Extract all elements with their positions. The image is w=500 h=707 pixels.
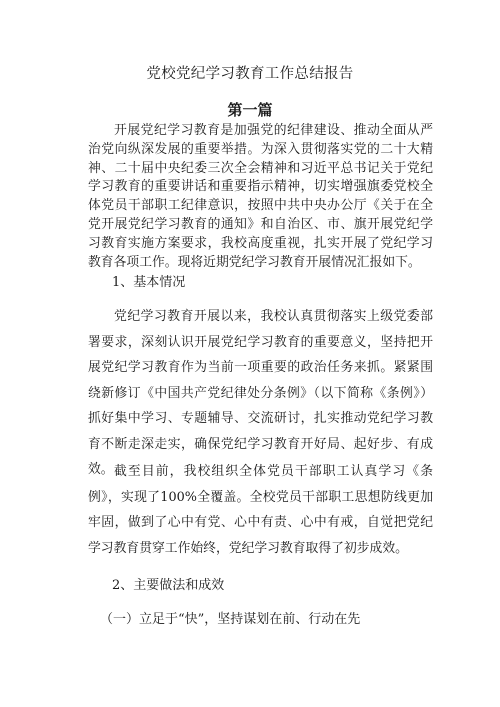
sub-heading: （一）立足于“快”，坚持谋划在前、行动在先 xyxy=(100,612,361,627)
document-subtitle: 第一篇 xyxy=(227,101,273,119)
body-paragraph: 截至目前，我校组织全体党员干部职工认真学习《条例》，实现了100%全覆盖。全校党员干部职工思想防线更加牢固，做到了心中有党、心中有责、心中有戒，自觉把党纪学习教育贯穿工作始终，党纪学习教育取得了初步成效。 xyxy=(88,464,433,556)
section-heading-main-practices: 2、主要做法和成效 xyxy=(112,578,225,593)
intro-paragraph: 开展党纪学习教育是加强党的纪律建设、推动全面从严治党向纵深发展的重要举措。为深入贯彻落实党的二十大精神、二十届中央纪委三次全会精神和习近平总书记关于党纪学习教育的重要讲话和重要指示精神，切实增强旗委党校全体党员干部职工纪律意识，按照中共中央办公厅《关于在全党开展党纪学习教育的通知》和自治区、市、旗开展党纪学习教育实施方案要求，我校高度重视，扎实开展了党纪学习教育各项工作。现将近期党纪学习教育开展情况汇报如下。 xyxy=(88,123,433,270)
document-title: 党校党纪学习教育工作总结报告 xyxy=(146,66,354,82)
body-paragraph: 党纪学习教育开展以来，我校认真贯彻落实上级党委部署要求，深刻认识开展党纪学习教育的重要意义，坚持把开展党纪学习教育作为当前一项重要的政治任务来抓。紧紧围绕新修订《中国共产党纪律处分条例》（以下简称《条例》）抓好集中学习、专题辅导、交流研讨，扎实推动党纪学习教育不断走深走实，确保党纪学习教育开好局、起好步、有成效。 xyxy=(88,309,433,477)
section-heading-basic-situation: 1、基本情况 xyxy=(112,275,186,290)
